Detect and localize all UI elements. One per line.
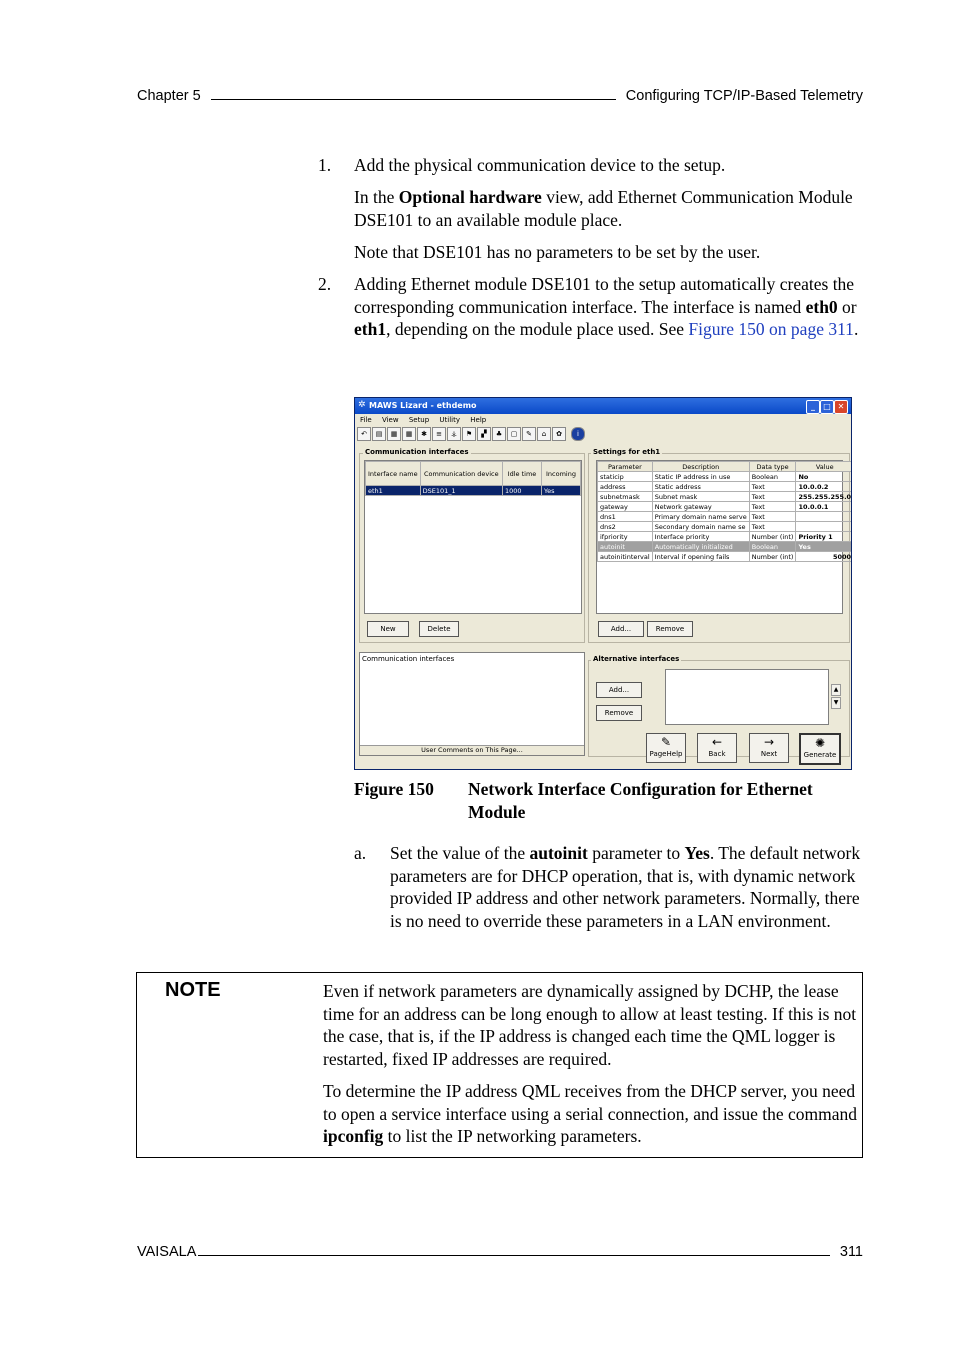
col-value[interactable]: Value (796, 462, 852, 472)
figure-label: Figure 150 (354, 779, 434, 799)
step-text-or: or (837, 296, 857, 317)
cell: Text (749, 492, 796, 502)
cell[interactable]: 5000 (796, 552, 852, 562)
cell[interactable]: 10.0.0.2 (796, 482, 852, 492)
cell: dns2 (598, 522, 653, 532)
figure-caption (354, 778, 813, 822)
user-comments-box[interactable] (359, 652, 585, 756)
cell[interactable]: 10.0.0.1 (796, 502, 852, 512)
measurement-icon[interactable]: ▦ (402, 427, 416, 441)
back-button[interactable] (697, 733, 737, 763)
cell: Static address (652, 482, 749, 492)
cell[interactable]: Yes (796, 542, 852, 552)
cell: Subnet mask (652, 492, 749, 502)
step-text-post: , depending on the module place used. See (386, 319, 689, 339)
note-paragraph-2 (323, 1080, 858, 1148)
note-title: NOTE (165, 979, 221, 1001)
scroll-up-icon[interactable]: ▲ (831, 684, 841, 696)
remove-button[interactable]: Remove (647, 621, 693, 637)
note-text-rest: to list the IP networking parameters. (383, 1126, 642, 1146)
generate-button[interactable] (799, 733, 841, 765)
wind-icon[interactable]: ⚶ (447, 427, 461, 441)
flag-icon[interactable]: ⚑ (462, 427, 476, 441)
toolbar (357, 427, 585, 442)
col-interface-name[interactable]: Interface name (366, 462, 421, 486)
comments-footer[interactable]: User Comments on This Page... (360, 745, 584, 755)
chart-icon[interactable]: ▞ (477, 427, 491, 441)
alt-interfaces-label: Alternative interfaces (593, 655, 680, 663)
sub-step-label: a. (354, 843, 367, 863)
minimize-icon[interactable]: _ (806, 400, 820, 414)
step-text: Add the physical communication device to the setup. (354, 155, 726, 175)
cell[interactable]: Priority 1 (796, 532, 852, 542)
alt-add-button[interactable]: Add... (596, 682, 642, 698)
col-data-type[interactable]: Data type (749, 462, 796, 472)
header-rule (211, 87, 616, 100)
generate-icon: ✺ (814, 736, 826, 750)
edit-icon[interactable]: ✎ (522, 427, 536, 441)
cell: dns1 (598, 512, 653, 522)
table-row[interactable] (598, 502, 853, 512)
cell: autoinit (598, 542, 653, 552)
table-row[interactable] (598, 512, 853, 522)
menu-file[interactable]: File (360, 416, 372, 424)
app-icon: ✲ (358, 400, 366, 410)
table-row[interactable] (598, 522, 853, 532)
back-label: Back (708, 750, 726, 758)
company-name: VAISALA (137, 1244, 197, 1260)
setup-icon[interactable]: ▦ (387, 427, 401, 441)
page-footer (137, 1243, 863, 1260)
cell: autoinitinterval (598, 552, 653, 562)
pagehelp-button[interactable] (646, 733, 686, 763)
table-row[interactable] (598, 542, 853, 552)
next-button[interactable] (749, 733, 789, 763)
cell: Boolean (749, 542, 796, 552)
sensors-icon[interactable]: ▤ (372, 427, 386, 441)
col-parameter[interactable]: Parameter (598, 462, 653, 472)
cell: address (598, 482, 653, 492)
page-icon[interactable]: ▢ (507, 427, 521, 441)
eth1-term: eth1 (354, 319, 387, 339)
cell: Text (749, 482, 796, 492)
cell: eth1 (366, 486, 421, 496)
step-text: Adding Ethernet module DSE101 to the setup automatically creates the corresponding communication interface. The interface is named (354, 274, 855, 317)
generate-label: Generate (803, 751, 837, 759)
step-number: 2. (318, 274, 332, 294)
cell: Number (int) (749, 552, 796, 562)
cell[interactable]: No (796, 472, 852, 482)
para-text: Note that DSE101 has no parameters to be set by the user. (354, 242, 761, 262)
optional-hardware-term: Optional hardware (398, 187, 542, 207)
menu-view[interactable]: View (381, 416, 399, 424)
cell: Secondary domain name se (652, 522, 749, 532)
cell[interactable] (796, 522, 852, 532)
network-icon[interactable]: ♣ (492, 427, 506, 441)
comm-interfaces-table (364, 460, 582, 614)
figure-link[interactable]: Figure 150 on page 311 (688, 319, 854, 339)
chapter-title: Configuring TCP/IP-Based Telemetry (625, 88, 863, 104)
menu-help[interactable]: Help (470, 416, 487, 424)
footer-rule (198, 1243, 830, 1256)
para-text: In the (354, 187, 399, 207)
page-number: 311 (839, 1244, 863, 1260)
add-button[interactable]: Add... (598, 621, 644, 637)
menu-bar (355, 414, 851, 426)
gear-icon[interactable]: ✿ (552, 427, 566, 441)
cell: Number (int) (749, 532, 796, 542)
cell[interactable]: Yes (542, 486, 581, 496)
cell: Network gateway (652, 502, 749, 512)
figure-title (468, 778, 868, 823)
cell: DSE101_1 (420, 486, 502, 496)
chapter-label: Chapter 5 (137, 88, 201, 104)
comments-title: Communication interfaces (362, 655, 455, 663)
alt-remove-button[interactable]: Remove (596, 705, 642, 721)
maws-lizard-screenshot (354, 397, 852, 770)
comm-interfaces-label: Communication interfaces (365, 448, 469, 456)
note-text: To determine the IP address QML receives from the DHCP server, you need to open a service interface using a serial connection, and issue the command (323, 1081, 858, 1124)
table-row[interactable] (598, 552, 853, 562)
page-header (137, 87, 863, 104)
sub-step-text-rest: . The default network parameters are for DHCP operation, that is, with dynamic network provided IP address and other network parameters. Normally, there is no need to override these parameters in a LAN environment. (390, 843, 861, 931)
cell: gateway (598, 502, 653, 512)
figure-title-line1: Network Interface Configuration for Ethernet (468, 779, 813, 799)
alt-interfaces-list[interactable] (665, 669, 829, 725)
cell: 1000 (503, 486, 542, 496)
back-arrow-icon: ← (711, 735, 723, 749)
pagehelp-icon: ✎ (660, 735, 672, 749)
delete-button[interactable]: Delete (419, 621, 459, 637)
autoinit-term: autoinit (529, 843, 588, 863)
maximize-icon[interactable]: □ (820, 400, 834, 414)
cell: subnetmask (598, 492, 653, 502)
hardware-icon[interactable]: ✱ (417, 427, 431, 441)
undo-icon[interactable]: ↶ (357, 427, 371, 441)
window-title: MAWS Lizard - ethdemo (369, 401, 477, 410)
close-icon[interactable]: ✕ (834, 400, 848, 414)
next-label: Next (760, 750, 778, 758)
cell: Text (749, 522, 796, 532)
col-description[interactable]: Description (652, 462, 749, 472)
eth0-term: eth0 (805, 296, 838, 317)
figure-title-line2: Module (468, 801, 526, 822)
alarm-icon[interactable]: ⌂ (537, 427, 551, 441)
next-arrow-icon: → (763, 735, 775, 749)
col-comm-device[interactable]: Communication device (420, 462, 502, 486)
cell: Automatically initialized (652, 542, 749, 552)
cell[interactable] (796, 512, 852, 522)
cell: staticip (598, 472, 653, 482)
note-paragraph-1: Even if network parameters are dynamically assigned by DCHP, the lease time for an address can be long enough to allow at least testing. If this is not the case, that is, if the IP address is changed each time the QML logger is restarted, fixed IP addresses are required. (323, 981, 857, 1069)
table-row[interactable] (598, 482, 853, 492)
ipconfig-term: ipconfig (323, 1126, 384, 1146)
menu-utility[interactable]: Utility (439, 416, 461, 424)
table-row[interactable] (366, 486, 581, 496)
para-text-rest: view, add Ethernet Communication Module DSE101 to an available module place. (354, 187, 853, 230)
cell: Static IP address in use (652, 472, 749, 482)
menu-setup[interactable]: Setup (408, 416, 430, 424)
window-titlebar (355, 398, 851, 414)
cell: Boolean (749, 472, 796, 482)
note-box (136, 972, 863, 1158)
cell: Primary domain name serve (652, 512, 749, 522)
step-text-end: . (853, 319, 859, 339)
table-row[interactable] (598, 492, 853, 502)
settings-label: Settings for eth1 (593, 448, 661, 456)
scroll-down-icon[interactable]: ▼ (831, 697, 841, 709)
cell: ifpriority (598, 532, 653, 542)
yes-term: Yes (684, 843, 710, 863)
cell: Interval if opening fails (652, 552, 749, 562)
table-row[interactable] (598, 472, 853, 482)
sub-step-text-mid: parameter to (587, 843, 685, 863)
cell[interactable]: 255.255.255.0 (796, 492, 852, 502)
info-icon[interactable]: i (571, 427, 585, 441)
col-incoming[interactable]: Incoming (542, 462, 581, 486)
table-row[interactable] (598, 532, 853, 542)
pagehelp-label: PageHelp (649, 750, 683, 758)
col-idle-time[interactable]: Idle time (503, 462, 542, 486)
cell: Text (749, 512, 796, 522)
settings-table (596, 460, 852, 614)
calc-icon[interactable]: ≡ (432, 427, 446, 441)
step-number: 1. (318, 155, 332, 175)
sub-step-text: Set the value of the (390, 843, 530, 863)
cell: Text (749, 502, 796, 512)
new-button[interactable]: New (367, 621, 409, 637)
cell: Interface priority (652, 532, 749, 542)
